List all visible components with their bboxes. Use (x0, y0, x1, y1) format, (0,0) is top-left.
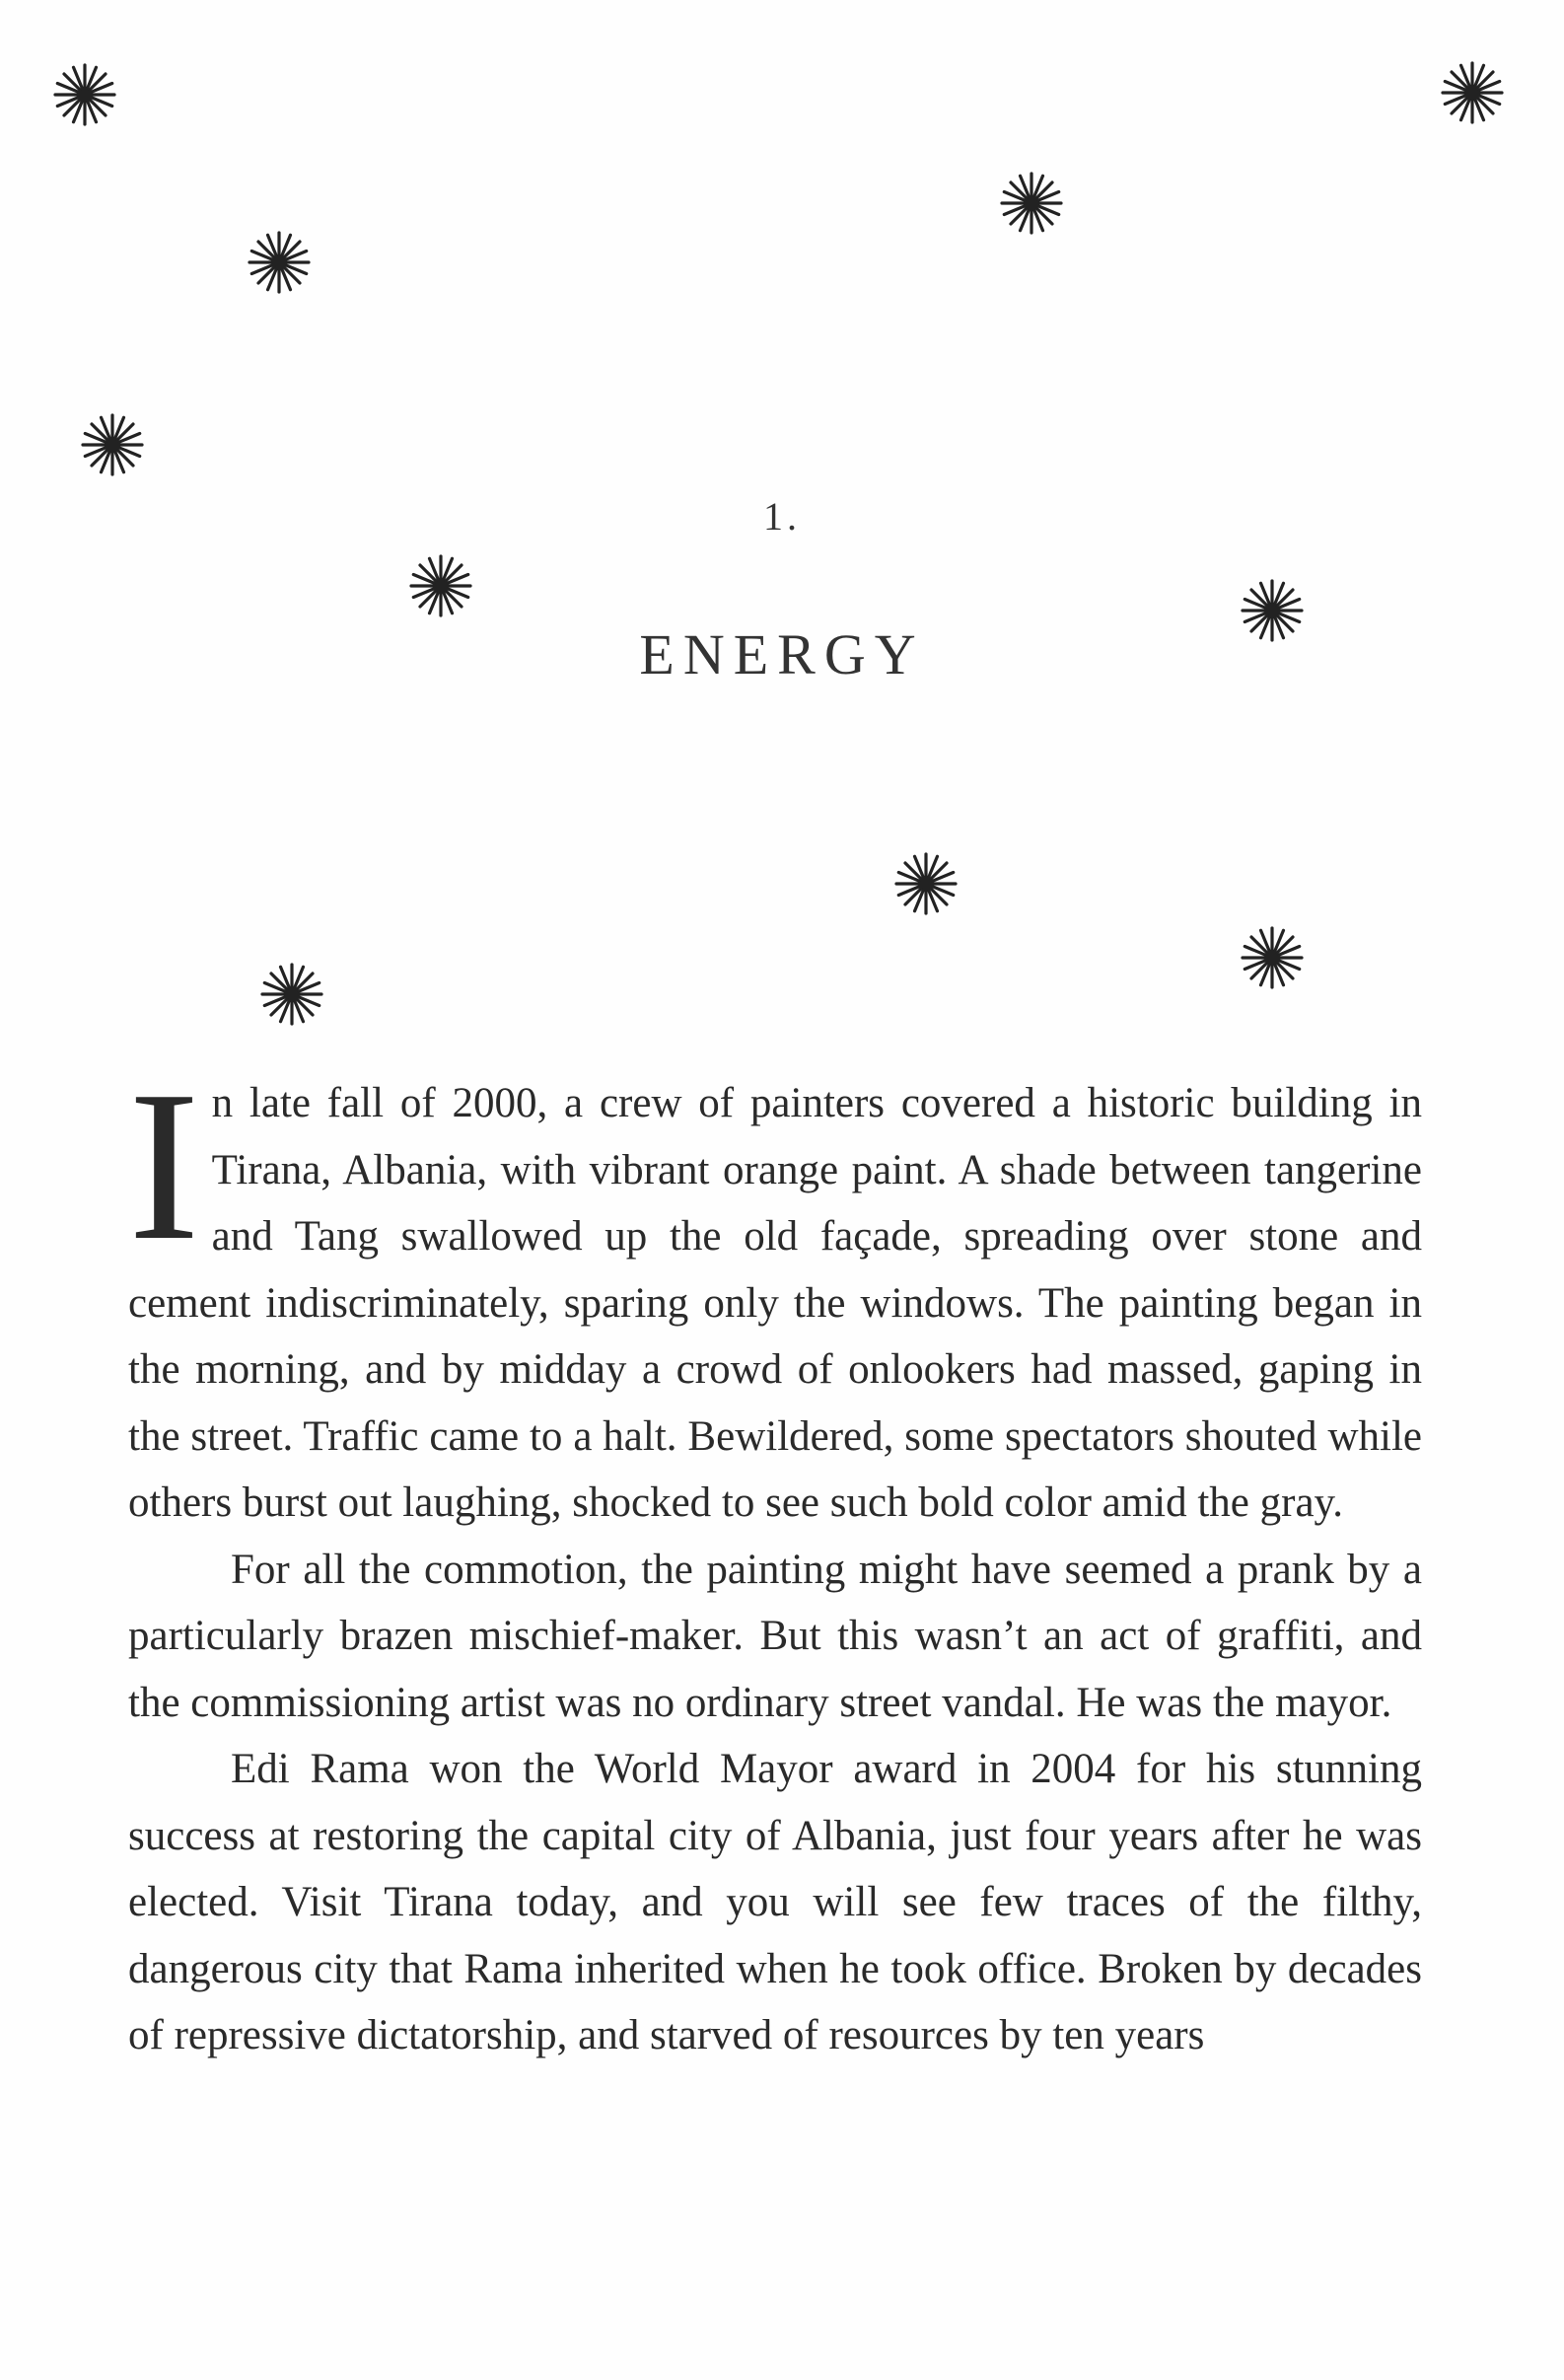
chapter-title: ENERGY (639, 622, 925, 686)
star-burst-icon (246, 229, 313, 296)
star-burst-icon (1239, 924, 1306, 991)
paragraph (128, 1047, 1422, 1537)
star-burst-icon (1439, 59, 1506, 126)
star-burst-icon (892, 850, 960, 917)
paragraph: For all the commotion, the painting might have seemed a prank by a particularly brazen mischief-maker. But this wasn’t an act of graffiti, and the commissioning artist was no ordinary street vandal. He was the mayor. (128, 1546, 1422, 1726)
paragraph-text: n late fall of 2000, a crew of painters covered a historic building in Tirana, Albania, with vibrant orange paint. A shade between tangerine and Tang swallowed up the old façade, spreading over stone and cement indiscriminately, sparing only the windows. The painting began in the morning, and by midday a crowd of onlookers had massed, gaping in the street. Traffic came to a halt. Bewildered, some spectators shouted while others burst out laughing, shocked to see such bold color amid the gray. (128, 1080, 1422, 1526)
star-burst-icon (998, 170, 1065, 237)
star-burst-icon (79, 411, 146, 478)
star-burst-icon (258, 961, 325, 1028)
drop-cap: I (128, 1047, 200, 1285)
chapter-number: 1. (763, 494, 801, 539)
star-burst-icon (51, 61, 118, 128)
star-burst-icon (407, 552, 474, 619)
chapter-body (128, 1047, 1422, 2069)
paragraph: Edi Rama won the World Mayor award in 2004 for his stunning success at restoring the capital city of Albania, just four years after he was elected. Visit Tirana today, and you will see few traces of the filthy, dangerous city that Rama inherited when he took office. Broken by decades of repressive dictatorship, and starved of resources by ten years (128, 1746, 1422, 2058)
